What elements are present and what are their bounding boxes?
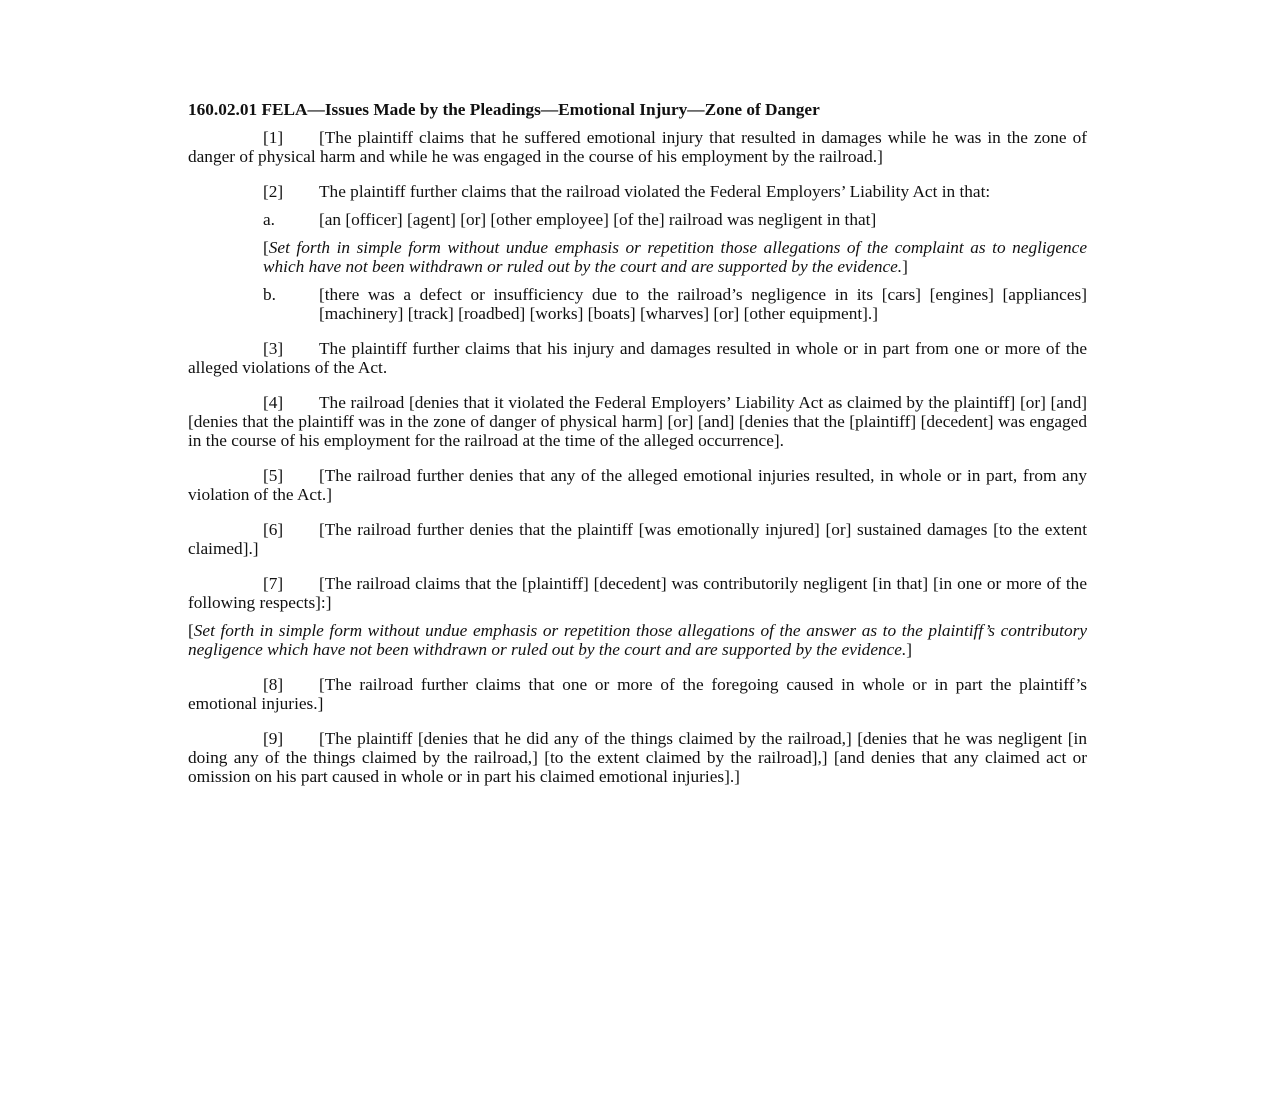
paragraph-text: [The railroad further denies that the plaintiff [was emotionally injured] [or] sustained damages [to the extent claimed].] [188,520,1087,558]
paragraph-number: [6] [263,520,284,539]
paragraph-8 [188,675,1087,713]
paragraph-text: The plaintiff further claims that his injury and damages resulted in whole or in part from one or more of the alleged violations of the Act. [188,339,1087,377]
list-item-letter: b. [263,285,276,304]
paragraph-text: [The plaintiff claims that he suffered emotional injury that resulted in damages while he was in the zone of danger of physical harm and while he was engaged in the course of his employment by the railroad.] [188,128,1087,166]
document-page [188,100,1087,802]
paragraph-9 [188,729,1087,786]
list-item-text: [an [officer] [agent] [or] [other employee] [of the] railroad was negligent in that] [319,210,877,229]
paragraph-5 [188,466,1087,504]
paragraph-text: [The railroad further denies that any of the alleged emotional injuries resulted, in whole or in part, from any violation of the Act.] [188,466,1087,504]
list-item-b [188,285,1087,323]
bracket-open: [ [263,238,269,257]
paragraph-6 [188,520,1087,558]
bracket-close: ] [902,257,908,276]
paragraph-2 [188,182,1087,201]
paragraph-number: [8] [263,675,284,694]
paragraph-7 [188,574,1087,612]
document-title: 160.02.01 FELA—Issues Made by the Pleadings—Emotional Injury—Zone of Danger [188,100,820,119]
paragraph-number: [4] [263,393,284,412]
paragraph-number: [5] [263,466,284,485]
paragraph-text: The railroad [denies that it violated the Federal Employers’ Liability Act as claimed by the plaintiff] [or] [and] [denies that the plaintiff was in the zone of danger of physical harm] [or] [and] [denies that the [plaintiff] [decedent] was engaged in the course of his employment for the railroad at the time of the alleged occurrence]. [188,393,1087,450]
paragraph-number: [7] [263,574,284,593]
instruction-text: Set forth in simple form without undue emphasis or repetition those allegations of the answer as to the plaintiff’s contributory negligence which have not been withdrawn or ruled out by the court and are supported by the evidence. [188,621,1087,659]
paragraph-1 [188,128,1087,166]
paragraph-number: [9] [263,729,284,748]
paragraph-text: [The railroad claims that the [plaintiff] [decedent] was contributorily negligent [in that] [in one or more of the following respects]:] [188,574,1087,612]
paragraph-number: [3] [263,339,284,358]
list-item-text: [there was a defect or insufficiency due to the railroad’s negligence in its [cars] [engines] [appliances] [machinery] [track] [roadbed] [works] [boats] [wharves] [or] [other equipment].] [319,285,1087,323]
bracket-close: ] [906,640,913,659]
paragraph-text: [The railroad further claims that one or more of the foregoing caused in whole or in part the plaintiff’s emotional injuries.] [188,675,1087,713]
paragraph-text: [The plaintiff [denies that he did any of the things claimed by the railroad,] [denies that he was negligent [in doing any of the things claimed by the railroad,] [to the extent claimed by the railroad],] [and denies that any claimed act or omission on his part caused in whole or in part his claimed emotional injuries].] [188,729,1087,786]
instruction-note-a [188,238,1087,276]
list-item-letter: a. [263,210,275,229]
paragraph-3 [188,339,1087,377]
bracket-open: [ [188,621,194,640]
list-item-a [188,210,1087,229]
paragraph-4 [188,393,1087,450]
paragraph-number: [2] [263,182,284,201]
paragraph-number: [1] [263,128,284,147]
paragraph-text: The plaintiff further claims that the railroad violated the Federal Employers’ Liability Act in that: [319,182,991,201]
instruction-note-7 [188,621,1087,659]
instruction-text: Set forth in simple form without undue emphasis or repetition those allegations of the complaint as to negligence which have not been withdrawn or ruled out by the court and are supported by the evidence. [263,238,1087,276]
